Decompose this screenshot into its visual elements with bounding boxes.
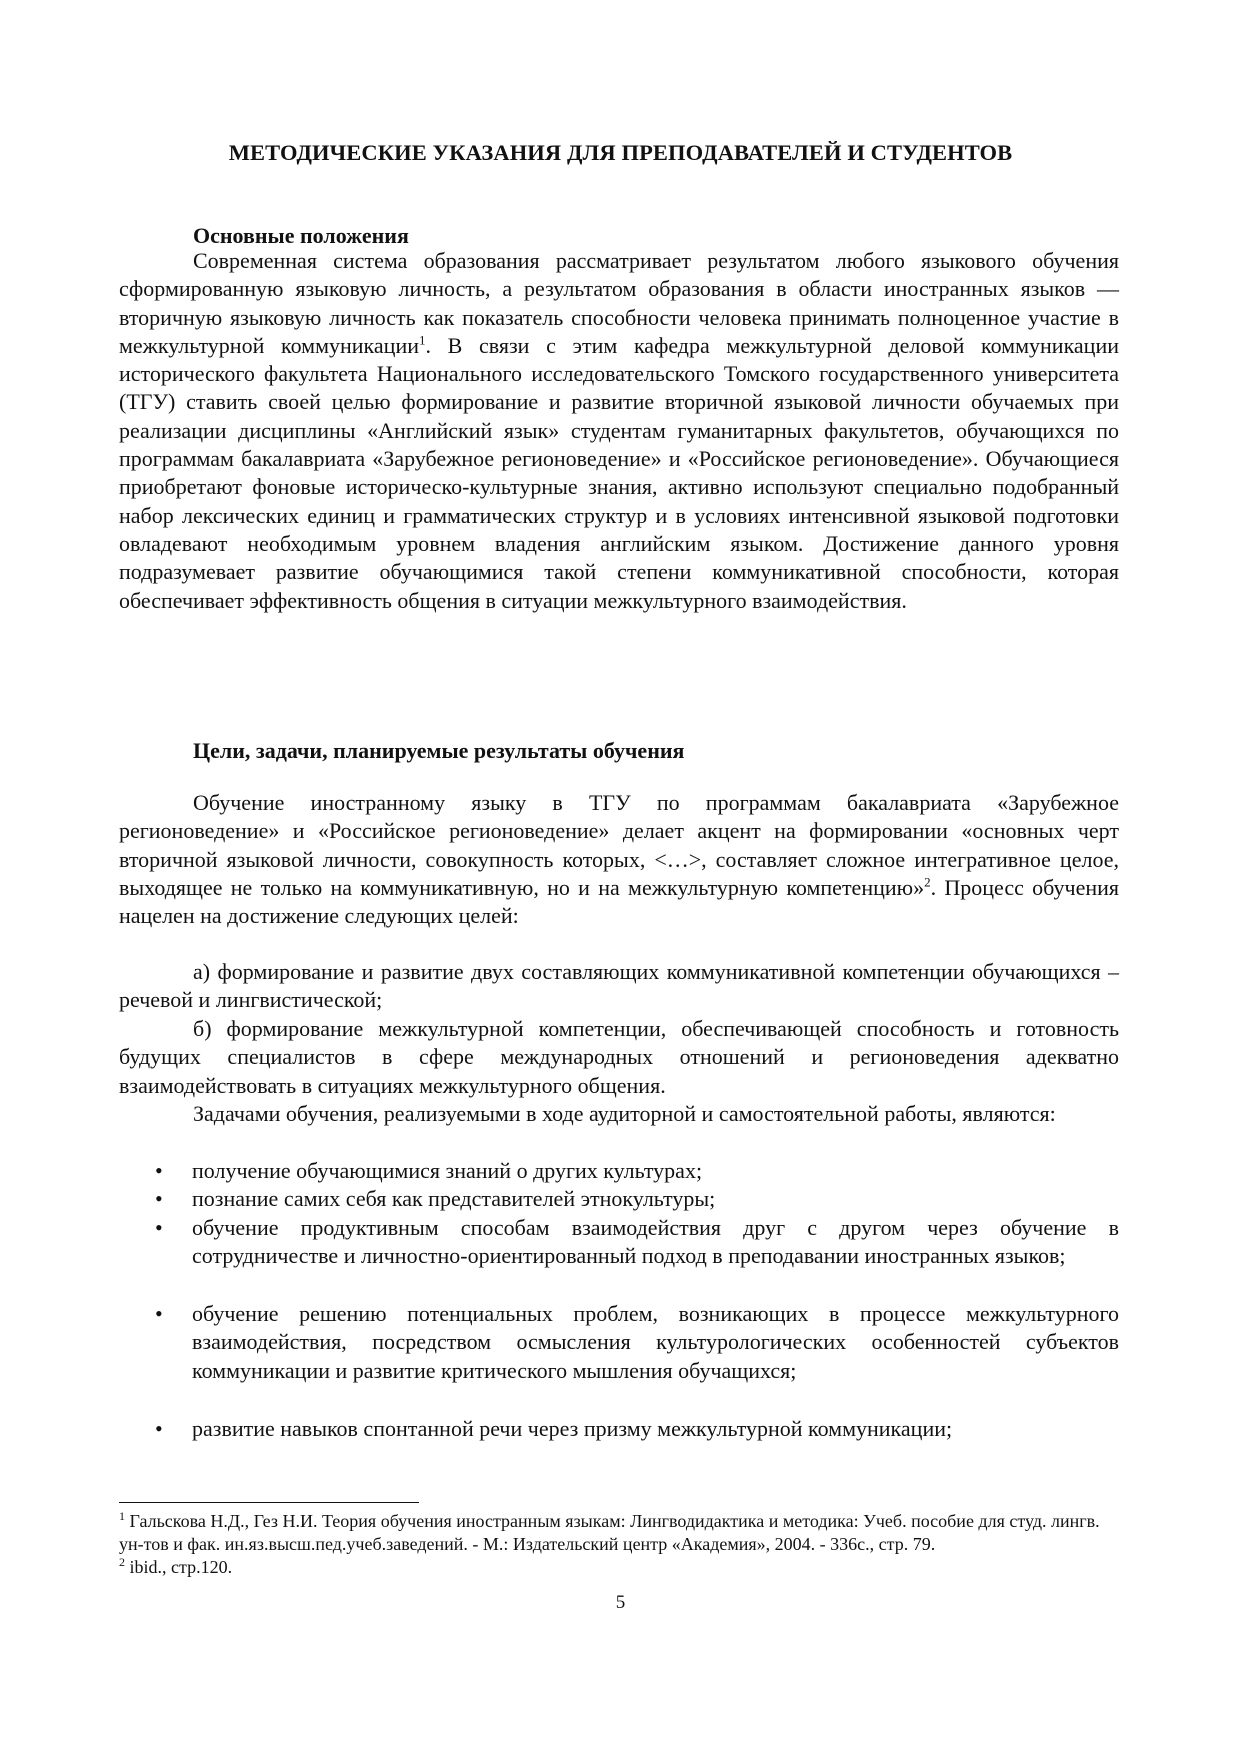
page-title: МЕТОДИЧЕСКИЕ УКАЗАНИЯ ДЛЯ ПРЕПОДАВАТЕЛЕЙ И СТУДЕНТОВ [228, 140, 1013, 165]
footnote-1 [119, 1510, 1119, 1556]
paragraph-text: Обучение иностранному языку в ТГУ по программам бакалавриата «Зарубежное регионоведение» и «Российское регионоведение» делает акцент на формировании «основных черт вторичной языковой личности, совокупность которых, <…>, составляет сложное интегративное целое, выходящее не только на коммуникативную, но и на межкультурную компетенцию» [119, 790, 1119, 900]
bullet-icon: • [155, 1215, 163, 1240]
bullet-icon: • [155, 1416, 163, 1441]
paragraph-goals [119, 789, 1119, 930]
footnote-text: ibid., стр.120. [125, 1557, 233, 1577]
list-item-text: развитие навыков спонтанной речи через призму межкультурной коммуникации; [192, 1416, 953, 1441]
goal-a [119, 958, 1119, 1015]
list-item-text: получение обучающимися знаний о других культурах; [192, 1158, 703, 1183]
footnote-ref-2: 2 [924, 874, 931, 890]
tasks-intro-text: Задачами обучения, реализуемыми в ходе аудиторной и самостоятельной работы, являются: [193, 1101, 1056, 1126]
goal-b [119, 1015, 1119, 1100]
footnote-mark: 2 [119, 1555, 125, 1569]
bullet-icon: • [155, 1301, 163, 1326]
list-item [119, 1185, 1119, 1213]
list-item [119, 1214, 1119, 1271]
list-item-text: обучение решению потенциальных проблем, возникающих в процессе межкультурного взаимодействия, посредством осмысления культурологических особенностей субъектов коммуникации и развитие критического мышления обучащихся; [192, 1301, 1119, 1383]
paragraph-main-provisions [119, 247, 1119, 615]
list-item-text: познание самих себя как представителей этнокультуры; [192, 1186, 716, 1211]
page-number: 5 [615, 1592, 626, 1613]
list-item [119, 1300, 1119, 1385]
section-heading-main-provisions: Основные положения [193, 223, 409, 248]
footnote-ref-1: 1 [419, 332, 426, 348]
footnote-text: Гальскова Н.Д., Гез Н.И. Теория обучения иностранным языкам: Лингводидактика и методика: Учеб. пособие для студ. лингв. ун-тов и фак. ин.яз.высш.пед.учеб.заведений. - М.: Издательский центр «Академия», 2004. - 336с., стр. 79. [119, 1511, 1100, 1554]
list-item [119, 1157, 1119, 1185]
footnote-mark: 1 [119, 1509, 125, 1523]
paragraph-text: Современная система образования рассматривает результатом любого языкового обучения сформированную языковую личность, а результатом образования в области иностранных языков — вторичную языковую личность как показатель способности человека принимать полноценное участие в межкультурной коммуникации [119, 248, 1119, 358]
paragraph-text: . В связи с этим кафедра межкультурной деловой коммуникации исторического факультета Национального исследовательского Томского государственного университета (ТГУ) ставить своей целью формирование и развитие вторичной языковой личности обучаемых при реализации дисциплины «Английский язык» студентам гуманитарных факультетов, обучающихся по программам бакалавриата «Зарубежное регионоведение» и «Российское регионоведение». Обучающиеся приобретают фоновые историческо-культурные знания, активно используют специально подобранный набор лексических единиц и грамматических структур и в условиях интенсивной языковой подготовки овладевают необходимым уровнем владения английским языком. Достижение данного уровня подразумевает развитие обучающимися такой степени коммуникативной способности, которая обеспечивает эффективность общения в ситуации межкультурного взаимодействия. [119, 332, 1120, 613]
section-heading-goals: Цели, задачи, планируемые результаты обучения [193, 738, 685, 763]
tasks-intro [119, 1100, 1119, 1128]
goal-b-text: б) формирование межкультурной компетенции, обеспечивающей способность и готовность будущих специалистов в сфере международных отношений и регионоведения адекватно взаимодействовать в ситуациях межкультурного общения. [119, 1016, 1119, 1098]
bullet-icon: • [155, 1186, 163, 1211]
list-item-text: обучение продуктивным способам взаимодействия друг с другом через обучение в сотрудничестве и личностно-ориентированный подход в преподавании иностранных языков; [192, 1215, 1119, 1269]
goal-a-text: а) формирование и развитие двух составляющих коммуникативной компетенции обучающихся – речевой и лингвистической; [119, 959, 1119, 1013]
bullet-icon: • [155, 1158, 163, 1183]
footnote-2 [119, 1556, 1119, 1579]
list-item [119, 1415, 1119, 1443]
paragraph-text: . Процесс обучения нацелен на достижение следующих целей: [119, 874, 1120, 929]
footnote-separator [119, 1502, 419, 1503]
